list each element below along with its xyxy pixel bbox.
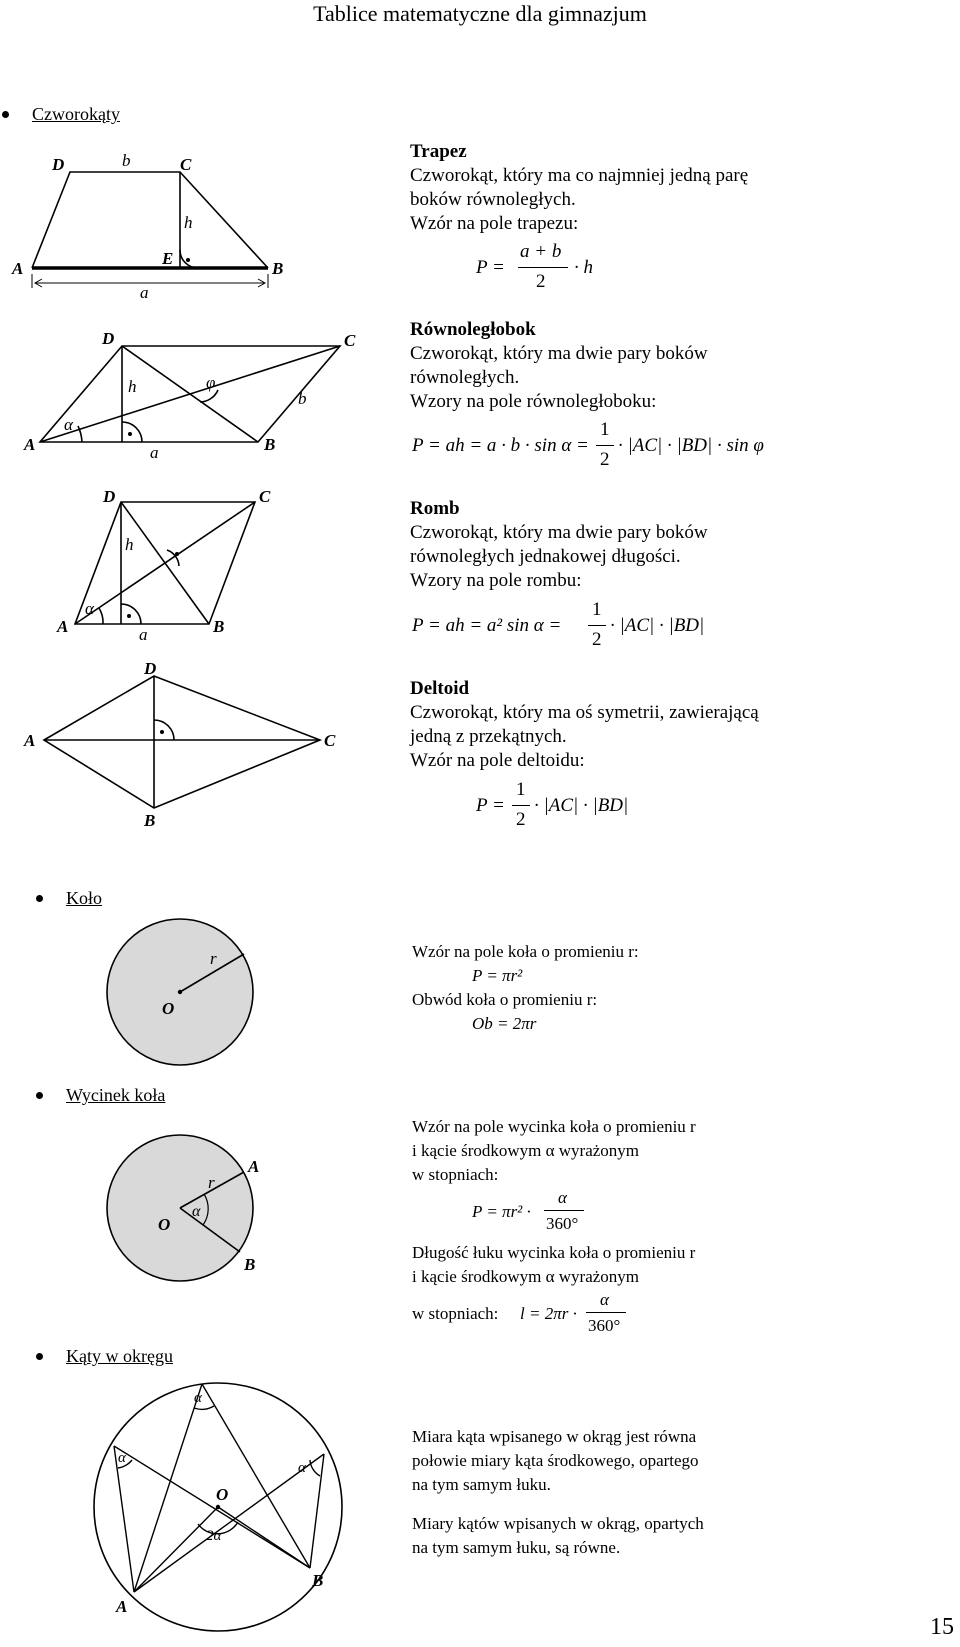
wycinek-formula1-den: 360° bbox=[546, 1214, 579, 1233]
katy-chord-top-a bbox=[134, 1384, 202, 1592]
rownoleglobok-label-b-vertex: B bbox=[264, 435, 276, 454]
rownoleglobok-diagonal-bd bbox=[122, 346, 258, 442]
deltoid-formula-den: 2 bbox=[516, 809, 526, 830]
kolo-formula-area: P = πr² bbox=[472, 966, 523, 985]
katy-label-a: A bbox=[116, 1597, 128, 1616]
deltoid-formula bbox=[476, 778, 676, 834]
wycinek-formula2-den: 360° bbox=[588, 1316, 621, 1335]
section-heading-kolo: Koło bbox=[66, 888, 102, 908]
katy-desc-1: Miara kąta wpisanego w okrąg jest równa bbox=[412, 1427, 697, 1446]
wycinek-desc-3: w stopniach: bbox=[412, 1165, 499, 1184]
kolo-figure bbox=[100, 912, 260, 1072]
katy-radius-a bbox=[134, 1507, 218, 1592]
katy-radius-b bbox=[218, 1507, 310, 1568]
trapez-label-e: E bbox=[162, 249, 174, 268]
rownoleglobok-formula-part1: P = ah = a · b · sin α = bbox=[412, 435, 589, 456]
romb-label-c: C bbox=[259, 490, 271, 506]
wycinek-formula1-lhs: P = πr² · bbox=[472, 1202, 531, 1221]
trapez-label-a-vertex: A bbox=[12, 259, 24, 278]
katy-desc-2: połowie miary kąta środkowego, opartego bbox=[412, 1451, 699, 1470]
rownoleglobok-formula bbox=[412, 418, 792, 474]
deltoid-label-c: C bbox=[324, 731, 336, 750]
romb-formula-num: 1 bbox=[592, 599, 602, 620]
deltoid-label-d: D bbox=[144, 660, 157, 678]
romb-label-a: a bbox=[139, 625, 148, 640]
rownoleglobok-label-b: b bbox=[298, 389, 307, 408]
wycinek-figure bbox=[100, 1128, 280, 1288]
wycinek-label-o: O bbox=[158, 1215, 171, 1234]
rownoleglobok-label-phi: φ bbox=[206, 373, 216, 392]
rownoleglobok-label-h: h bbox=[128, 377, 137, 396]
romb-label-d: D bbox=[103, 490, 116, 506]
romb-formula-part2: · |AC| · |BD| bbox=[610, 615, 705, 636]
wycinek-desc-2: i kącie środkowym α wyrażonym bbox=[412, 1141, 640, 1160]
katy-label-o: O bbox=[216, 1485, 229, 1504]
romb-title: Romb bbox=[410, 498, 460, 519]
wycinek-formula2-lhs: l = 2πr · bbox=[520, 1304, 577, 1323]
katy-chord-right-a bbox=[134, 1454, 324, 1592]
trapez-label-b: b bbox=[122, 151, 131, 170]
katy-label-alpha-left: α bbox=[118, 1450, 126, 1466]
section-heading-katy: Kąty w okręgu bbox=[66, 1346, 173, 1366]
romb-desc-3: Wzory na pole rombu: bbox=[410, 570, 582, 591]
katy-desc-3: na tym samym łuku. bbox=[412, 1475, 551, 1494]
katy-label-b: B bbox=[312, 1571, 324, 1590]
katy-label-alpha-right: α bbox=[298, 1460, 306, 1476]
trapez-outline bbox=[32, 172, 268, 268]
katy-chord-left-a bbox=[114, 1446, 134, 1592]
wycinek-label-b: B bbox=[244, 1255, 256, 1274]
rownoleglobok-label-c: C bbox=[344, 331, 356, 350]
romb-formula-den: 2 bbox=[592, 629, 602, 650]
wycinek-desc-6: w stopniach: bbox=[412, 1304, 499, 1323]
section-heading-wycinek: Wycinek koła bbox=[66, 1085, 166, 1105]
trapez-label-b-vertex: B bbox=[272, 259, 284, 278]
deltoid-desc-2: jedną z przekątnych. bbox=[410, 726, 567, 747]
wycinek-formula2-num: α bbox=[600, 1290, 609, 1309]
romb-label-alpha: α bbox=[85, 599, 94, 618]
deltoid-label-b: B bbox=[144, 811, 156, 830]
trapez-formula bbox=[476, 240, 616, 296]
rownoleglobok-desc-3: Wzory na pole równoległoboku: bbox=[410, 391, 657, 412]
kolo-label-r: r bbox=[210, 949, 217, 968]
trapez-formula-rhs: · h bbox=[574, 257, 593, 278]
wycinek-label-alpha: α bbox=[192, 1203, 201, 1220]
romb-desc-1: Czworokąt, który ma dwie pary boków bbox=[410, 522, 708, 543]
trapez-desc-1: Czworokąt, który ma co najmniej jedną parę bbox=[410, 165, 749, 186]
deltoid-label-a: A bbox=[24, 731, 36, 750]
trapez-desc-3: Wzór na pole trapezu: bbox=[410, 213, 579, 234]
rownoleglobok-figure bbox=[20, 330, 365, 460]
rownoleglobok-label-alpha: α bbox=[64, 415, 73, 434]
page-number: 15 bbox=[930, 1614, 954, 1640]
rownoleglobok-label-d: D bbox=[102, 330, 115, 348]
deltoid-desc-1: Czworokąt, który ma oś symetrii, zawierającą bbox=[410, 702, 759, 723]
wycinek-desc-5: i kącie środkowym α wyrażonym bbox=[412, 1267, 640, 1286]
deltoid-formula-part2: · |AC| · |BD| bbox=[534, 795, 629, 816]
kolo-label-o: O bbox=[162, 999, 175, 1018]
romb-label-h: h bbox=[125, 535, 134, 554]
wycinek-desc-1: Wzór na pole wycinka koła o promieniu r bbox=[412, 1117, 696, 1136]
rownoleglobok-desc-1: Czworokąt, który ma dwie pary boków bbox=[410, 343, 708, 364]
trapez-label-c: C bbox=[180, 155, 192, 174]
romb-formula-part1: P = ah = a² sin α = bbox=[412, 615, 562, 636]
bullet-dot bbox=[36, 1353, 43, 1360]
kolo-formula-circumference: Ob = 2πr bbox=[472, 1014, 537, 1033]
trapez-label-a: a bbox=[140, 283, 149, 300]
trapez-title: Trapez bbox=[410, 141, 467, 162]
deltoid-outline bbox=[44, 676, 320, 808]
romb-formula bbox=[412, 598, 732, 654]
romb-figure bbox=[55, 490, 295, 640]
kolo-desc-2: Obwód koła o promieniu r: bbox=[412, 990, 598, 1009]
deltoid-formula-num: 1 bbox=[516, 779, 526, 800]
katy-label-two-alpha: 2α bbox=[206, 1528, 222, 1544]
katy-desc-5: na tym samym łuku, są równe. bbox=[412, 1538, 621, 1557]
deltoid-desc-3: Wzór na pole deltoidu: bbox=[410, 750, 585, 771]
katy-figure bbox=[88, 1372, 348, 1642]
rownoleglobok-formula-den: 2 bbox=[600, 449, 610, 470]
section-heading-czworokaty: Czworokąty bbox=[32, 104, 120, 124]
deltoid-title: Deltoid bbox=[410, 678, 470, 699]
trapez-label-h: h bbox=[184, 213, 193, 232]
trapez-label-d: D bbox=[52, 155, 65, 174]
katy-label-alpha-top: α bbox=[194, 1390, 202, 1406]
romb-desc-2: równoległych jednakowej długości. bbox=[410, 546, 681, 567]
trapez-formula-num: a + b bbox=[520, 241, 562, 262]
bullet-dot bbox=[2, 111, 9, 118]
bullet-dot bbox=[36, 895, 43, 902]
wycinek-label-a: A bbox=[248, 1157, 260, 1176]
romb-label-a-vertex: A bbox=[57, 617, 69, 636]
deltoid-formula-part1: P = bbox=[476, 795, 505, 816]
wycinek-formula-area bbox=[472, 1186, 632, 1236]
wycinek-formula1-num: α bbox=[558, 1188, 567, 1207]
trapez-formula-lhs: P = bbox=[476, 257, 505, 278]
wycinek-formula-arc bbox=[520, 1288, 660, 1338]
rownoleglobok-label-a: a bbox=[150, 443, 159, 460]
rownoleglobok-label-a-vertex: A bbox=[24, 435, 36, 454]
katy-desc-4: Miary kątów wpisanych w okrąg, opartych bbox=[412, 1514, 704, 1533]
katy-chord-left-b bbox=[114, 1446, 310, 1568]
kolo-desc-1: Wzór na pole koła o promieniu r: bbox=[412, 942, 639, 961]
page-title: Tablice matematyczne dla gimnazjum bbox=[313, 1, 647, 26]
trapez-figure bbox=[10, 150, 300, 300]
trapez-desc-2: boków równoległych. bbox=[410, 189, 576, 210]
wycinek-desc-4: Długość łuku wycinka koła o promieniu r bbox=[412, 1243, 696, 1262]
rownoleglobok-formula-num: 1 bbox=[600, 419, 610, 440]
rownoleglobok-formula-part2: · |AC| · |BD| · sin φ bbox=[618, 435, 764, 456]
rownoleglobok-title: Równoległobok bbox=[410, 319, 536, 340]
romb-label-b-vertex: B bbox=[213, 617, 225, 636]
trapez-formula-den: 2 bbox=[536, 271, 546, 292]
deltoid-figure bbox=[20, 660, 350, 830]
bullet-dot bbox=[36, 1092, 43, 1099]
romb-diagonal-bd bbox=[121, 502, 209, 624]
wycinek-label-r: r bbox=[208, 1173, 215, 1192]
katy-chord-right-b bbox=[310, 1454, 324, 1568]
rownoleglobok-desc-2: równoległych. bbox=[410, 367, 520, 388]
